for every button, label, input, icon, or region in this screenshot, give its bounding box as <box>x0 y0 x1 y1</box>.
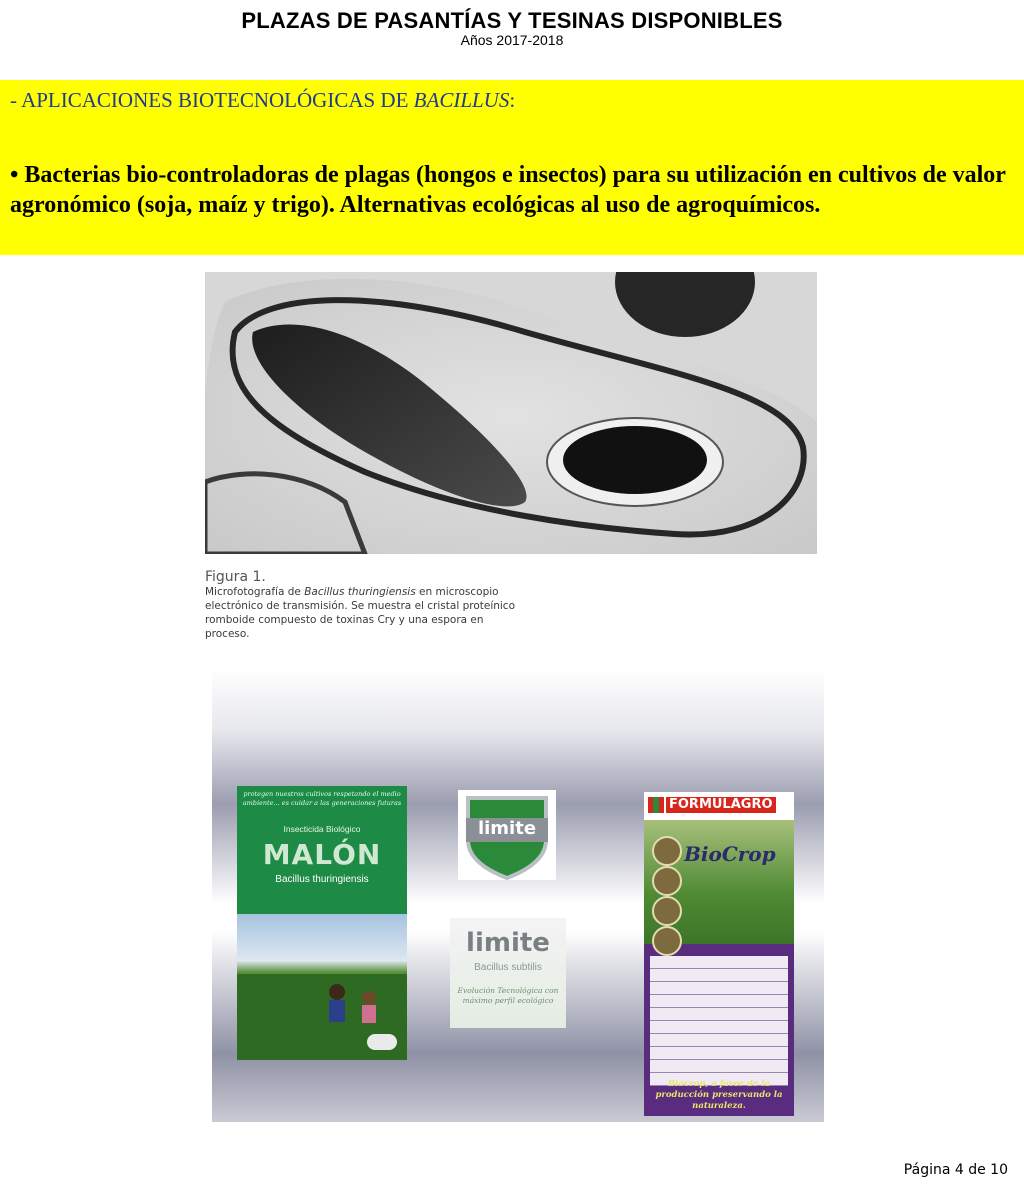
limite-card-species: Bacillus subtilis <box>474 962 542 973</box>
page-header <box>0 8 1024 48</box>
limite-card-slogan: Evolución Tecnológica con máximo perfil ecológico <box>457 986 559 1005</box>
field-workers-illustration <box>237 914 407 1060</box>
bullet-paragraph <box>10 160 1010 220</box>
malon-species: Bacillus thuringiensis <box>275 874 369 885</box>
section-heading <box>10 88 515 113</box>
malon-brand: MALÓN <box>262 838 382 871</box>
section-heading-genus: BACILLUS <box>413 88 510 112</box>
flag-icon <box>648 797 664 813</box>
page-title: PLAZAS DE PASANTÍAS Y TESINAS DISPONIBLES <box>241 8 783 33</box>
biocrop-brand: BioCrop <box>684 842 776 866</box>
figure-caption-pre: Microfotografía de <box>205 586 305 598</box>
biocrop-info-table <box>650 956 788 1086</box>
section-heading-suffix: : <box>509 88 516 112</box>
limite-card-word: limite <box>466 928 550 958</box>
bullet-text: Bacterias bio-controladoras de plagas (hongos e insectos) para su utilización en cultivos de valor agronómico (soja, maíz y trigo). Alternativas ecológicas al uso de agroquímicos. <box>10 162 1006 218</box>
limite-logo <box>458 790 556 880</box>
figure-caption-title: Figura 1. <box>205 569 266 585</box>
section-heading-prefix: - APLICACIONES BIOTECNOLÓGICAS DE <box>10 88 414 112</box>
biocrop-poster <box>644 792 794 1116</box>
highlight-box <box>0 80 1024 255</box>
page-number: Página 4 de 10 <box>903 1162 1008 1178</box>
insect-circle-icon <box>652 836 682 866</box>
malon-poster <box>237 786 407 1060</box>
malon-tagline: protegen nuestros cultivos respetando el medio ambiente... es cuidar a las generaciones futuras <box>242 790 402 807</box>
formulagro-name: FORMULAGRO <box>666 797 776 813</box>
products-panel <box>212 668 824 1122</box>
insect-circle-icon <box>652 926 682 956</box>
formulagro-logo <box>644 792 794 820</box>
figure-caption-species: Bacillus thuringiensis <box>304 586 416 598</box>
bullet-icon: • <box>10 162 19 188</box>
insect-circle-icon <box>652 866 682 896</box>
bacillus-micrograph-illustration <box>205 272 817 554</box>
micrograph-image <box>205 272 817 554</box>
biocrop-slogan: Biocrop, a favor de la producción preservando la naturaleza. <box>655 1079 783 1111</box>
malon-field-photo <box>237 914 407 1060</box>
limite-logo-word: limite <box>477 818 537 839</box>
insect-circle-icon <box>652 896 682 926</box>
malon-kind: Insecticida Biológico <box>283 824 361 834</box>
page-subtitle: Años 2017-2018 <box>460 32 564 48</box>
figure-caption <box>205 570 525 641</box>
limite-product-card <box>450 918 566 1028</box>
figure-caption-post: en microscopio electrónico de transmisión. Se muestra el cristal proteínico romboide compuesto de toxinas Cry y una espora en proceso. <box>205 586 516 640</box>
